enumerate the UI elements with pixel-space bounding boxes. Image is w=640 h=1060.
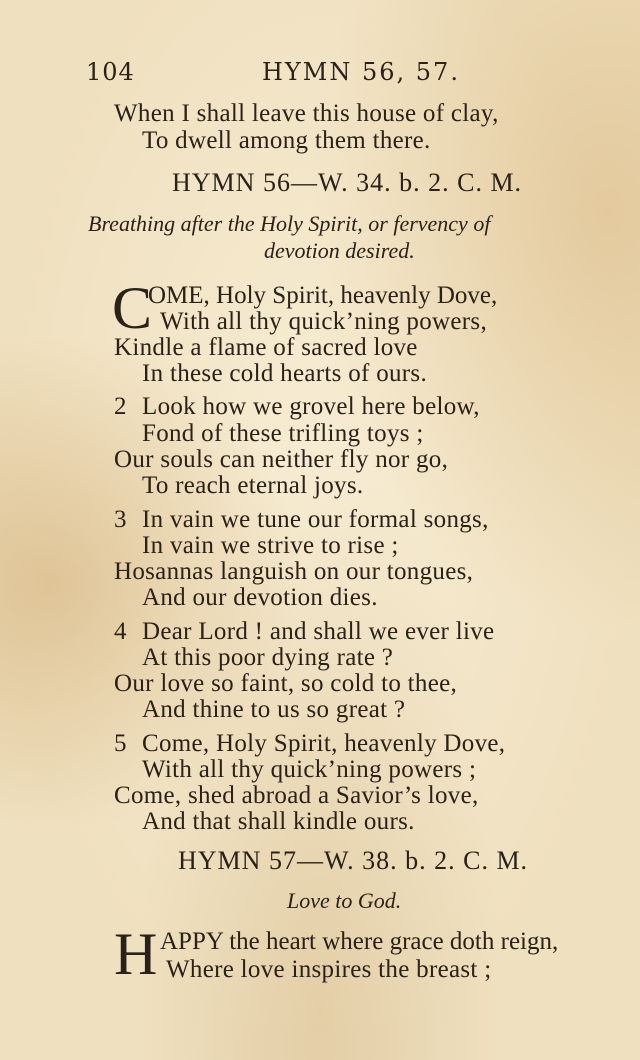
stanza-1-line-1: OME, Holy Spirit, heavenly Dove, <box>148 282 498 309</box>
stanza-2-line-4: To reach eternal joys. <box>142 472 364 499</box>
stanza-3-line-4: And our devotion dies. <box>142 584 378 611</box>
drop-cap-c: C <box>112 275 153 341</box>
stanza-5-line-4: And that shall kindle ours. <box>142 808 415 835</box>
stanza-2-line-2: Fond of these trifling toys ; <box>142 420 424 447</box>
stanza-2-number: 2 <box>114 393 127 420</box>
stanza-2-line-3: Our souls can neither fly nor go, <box>114 446 449 473</box>
stanza-3-number: 3 <box>114 506 127 533</box>
stanza-5-number: 5 <box>114 730 127 757</box>
stanza-2-line-1: Look how we grovel here below, <box>142 393 480 420</box>
stanza-4-line-3: Our love so faint, so cold to thee, <box>114 670 458 697</box>
stanza-1-line-4: In these cold hearts of ours. <box>142 360 428 387</box>
hymn-56-heading: HYMN 56—W. 34. b. 2. C. M. <box>172 168 523 197</box>
stanza-4-line-4: And thine to us so great ? <box>142 696 406 723</box>
hymn-57-line-1: APPY the heart where grace doth reign, <box>160 928 559 955</box>
stanza-3-line-1: In vain we tune our formal songs, <box>142 506 489 533</box>
hymn-57-subtitle: Love to God. <box>287 888 402 913</box>
stanza-4-line-2: At this poor dying rate ? <box>142 644 394 671</box>
page-number: 104 <box>86 58 135 86</box>
stanza-5-line-2: With all thy quick’ning powers ; <box>142 756 477 783</box>
drop-cap-h: H <box>114 921 158 987</box>
stanza-5-line-1: Come, Holy Spirit, heavenly Dove, <box>142 730 506 757</box>
hymn-56-subtitle-line-1: Breathing after the Holy Spirit, or fervency of <box>88 211 491 236</box>
stanza-3-line-3: Hosannas languish on our tongues, <box>114 558 474 585</box>
carryover-line-1: When I shall leave this house of clay, <box>114 100 499 127</box>
hymn-57-line-2: Where love inspires the breast ; <box>166 956 492 983</box>
stanza-1-line-2: With all thy quick’ning powers, <box>160 308 487 335</box>
stanza-1-line-3: Kindle a flame of sacred love <box>114 334 418 361</box>
stanza-4-line-1: Dear Lord ! and shall we ever live <box>142 618 495 645</box>
stanza-4-number: 4 <box>114 618 127 645</box>
stanza-3-line-2: In vain we strive to rise ; <box>142 532 399 559</box>
carryover-line-2: To dwell among them there. <box>142 127 431 154</box>
hymn-57-heading: HYMN 57—W. 38. b. 2. C. M. <box>178 846 529 875</box>
stanza-5-line-3: Come, shed abroad a Savior’s love, <box>114 782 479 809</box>
hymn-56-subtitle-line-2: devotion desired. <box>264 238 415 263</box>
running-title: HYMN 56, 57. <box>262 58 460 86</box>
